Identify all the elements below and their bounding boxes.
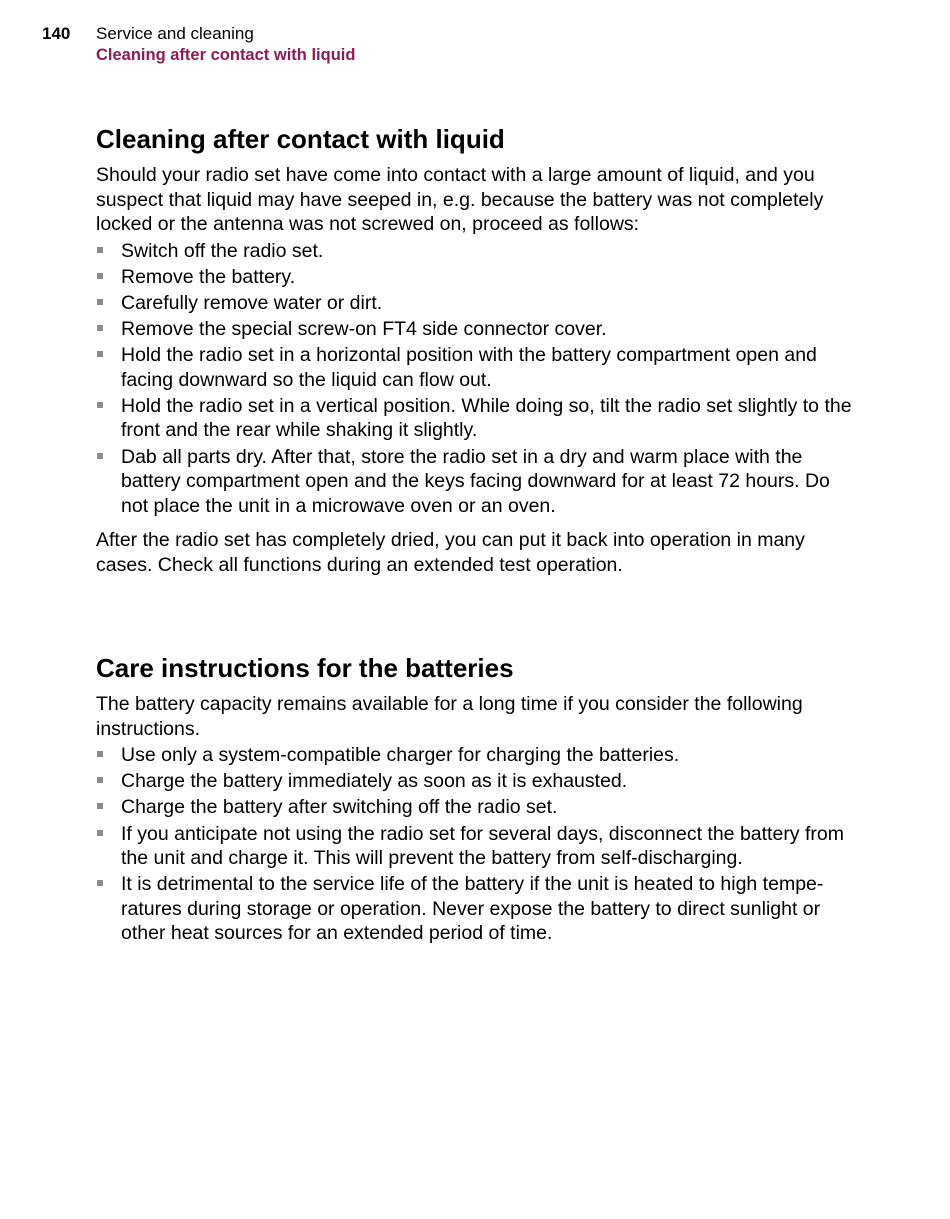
- list-item-text: It is detrimental to the service life of the battery if the unit is heated to high tempe-ratures during storage or operation. Never expose the battery to direct sunlight or other heat sources for an extended period of time.: [121, 873, 824, 945]
- page-number: 140: [42, 24, 71, 43]
- list-item: [96, 769, 856, 794]
- page-header: [42, 24, 902, 65]
- square-bullet-icon: [97, 453, 103, 459]
- square-bullet-icon: [97, 325, 103, 331]
- list-item-text: If you anticipate not using the radio set for several days, disconnect the battery from the unit and charge it. This will prevent the battery from self-discharging.: [121, 822, 844, 870]
- section-battery-care: [96, 652, 856, 947]
- section-intro: Should your radio set have come into contact with a large amount of liquid, and you suspect that liquid may have seeped in, e.g. because the battery was not completely locked or the antenna was not screwed on, proceed as follows:: [96, 164, 824, 235]
- list-item: [96, 291, 856, 316]
- list-item: [96, 317, 856, 342]
- list-item-text: Remove the special screw-on FT4 side connector cover.: [121, 318, 607, 341]
- section-heading: Cleaning after contact with liquid: [96, 124, 505, 154]
- list-item-text: Charge the battery after switching off the radio set.: [121, 796, 558, 819]
- list-item-text: Use only a system-compatible charger for charging the batteries.: [121, 744, 680, 766]
- square-bullet-icon: [97, 777, 103, 783]
- list-item: [96, 265, 856, 290]
- square-bullet-icon: [97, 299, 103, 305]
- section-heading: Care instructions for the batteries: [96, 653, 514, 683]
- list-item-text: Switch off the radio set.: [121, 239, 324, 262]
- square-bullet-icon: [97, 402, 103, 408]
- section-cleaning-after-liquid: [96, 123, 856, 577]
- square-bullet-icon: [97, 351, 103, 357]
- square-bullet-icon: [97, 751, 103, 757]
- list-item: [96, 872, 856, 946]
- instruction-list: [96, 743, 856, 946]
- header-row: [42, 24, 902, 44]
- square-bullet-icon: [97, 803, 103, 809]
- instruction-list: [96, 239, 856, 519]
- square-bullet-icon: [97, 273, 103, 279]
- square-bullet-icon: [97, 830, 103, 836]
- list-item: [96, 743, 856, 768]
- list-item-text: Dab all parts dry. After that, store the radio set in a dry and warm place with the battery compartment open and the keys facing downward for at least 72 hours. Do not place the unit in a microwave oven or an oven.: [121, 445, 830, 517]
- chapter-title: Service and cleaning: [96, 24, 254, 43]
- list-item: [96, 343, 856, 392]
- list-item-text: Hold the radio set in a horizontal position with the battery compartment open and facing downward so the liquid can flow out.: [121, 344, 817, 391]
- section-closing: After the radio set has completely dried, you can put it back into operation in many cases. Check all functions during an extended test operation.: [96, 529, 805, 576]
- running-section-title: Cleaning after contact with liquid: [96, 46, 356, 64]
- list-item: [96, 239, 856, 264]
- list-item: [96, 394, 856, 443]
- list-item-text: Hold the radio set in a vertical position. While doing so, tilt the radio set slightly to the front and the rear while shaking it slightly.: [121, 394, 852, 442]
- list-item-text: Charge the battery immediately as soon as it is exhausted.: [121, 770, 628, 793]
- list-item: [96, 822, 856, 871]
- list-item-text: Carefully remove water or dirt.: [121, 291, 383, 314]
- square-bullet-icon: [97, 880, 103, 886]
- list-item: [96, 445, 856, 519]
- list-item-text: Remove the battery.: [121, 265, 296, 288]
- section-intro: The battery capacity remains available for a long time if you consider the following instructions.: [96, 693, 803, 740]
- square-bullet-icon: [97, 247, 103, 253]
- list-item: [96, 795, 856, 820]
